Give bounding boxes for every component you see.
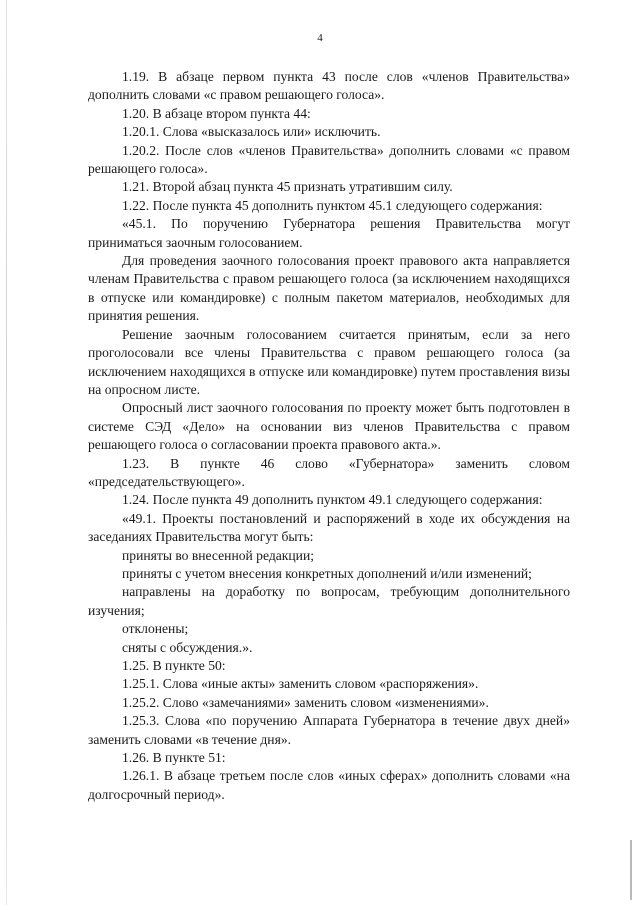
paragraph: 1.24. После пункта 49 дополнить пунктом 49.1 следующего содержания: <box>122 492 543 508</box>
paragraph: 1.20.2. После слов «членов Правительства» дополнить словами «с правом решающего голоса». <box>88 142 570 177</box>
paragraph: 1.21. Второй абзац пункта 45 признать утратившим силу. <box>122 179 453 195</box>
paragraph: Для проведения заочного голосования проект правового акта направляется членам Правительства с правом решающего голоса (за исключением находящихся в отпуске или командировке) с полным пакетом материалов, необходимых для принятия решения. <box>88 253 570 324</box>
paragraph: Решение заочным голосованием считается принятым, если за него проголосовали все члены Правительства с правом решающего голоса (за исключением находящихся в отпуске или командировке) путем проставления визы на опросном листе. <box>88 326 570 397</box>
paragraph: приняты с учетом внесения конкретных дополнений и/или изменений; <box>122 565 532 581</box>
paragraph: 1.19. В абзаце первом пункта 43 после слов «членов Правительства» дополнить словами «с правом решающего голоса». <box>88 69 570 103</box>
paragraph: 1.23. В пункте 46 слово «Губернатора» заменить словом «председательствующего». <box>88 455 570 489</box>
paragraph: 1.20. В абзаце втором пункта 44: <box>122 105 311 121</box>
scan-edge-right <box>630 840 632 900</box>
page-number: 4 <box>317 32 323 44</box>
scan-edge-left <box>6 0 7 905</box>
paragraph: 1.22. После пункта 45 дополнить пунктом 45.1 следующего содержания: <box>122 197 543 213</box>
paragraph: 1.25.1. Слова «иные акты» заменить словом «распоряжения». <box>122 676 479 692</box>
paragraph: 1.25. В пункте 50: <box>122 658 226 673</box>
paragraph: сняты с обсуждения.». <box>122 639 253 655</box>
paragraph: отклонены; <box>122 621 189 637</box>
paragraph: приняты во внесенной редакции; <box>122 547 314 563</box>
paragraph: Опросный лист заочного голосования по проекту может быть подготовлен в системе СЭД «Дело» на основании виз членов Правительства с правом решающего голоса о согласовании проекта правового акта.». <box>88 400 570 453</box>
paragraph: 1.26. В пункте 51: <box>122 750 226 766</box>
paragraph: «49.1. Проекты постановлений и распоряжений в ходе их обсуждения на заседаниях Правительства могут быть: <box>88 510 570 545</box>
paragraph: 1.26.1. В абзаце третьем после слов «иных сферах» дополнить словами «на долгосрочный период». <box>88 768 570 802</box>
paragraph: 1.25.2. Слово «замечаниями» заменить словом «изменениями». <box>122 694 489 710</box>
paragraph: 1.25.3. Слова «по поручению Аппарата Губернатора в течение двух дней» заменить словами «в течение дня». <box>88 713 570 747</box>
paragraph: 1.20.1. Слова «высказалось или» исключить. <box>122 124 381 140</box>
paragraph: «45.1. По поручению Губернатора решения Правительства могут приниматься заочным голосованием. <box>88 216 570 250</box>
paragraph: направлены на доработку по вопросам, требующим дополнительного изучения; <box>88 584 570 618</box>
document-body <box>88 68 570 804</box>
